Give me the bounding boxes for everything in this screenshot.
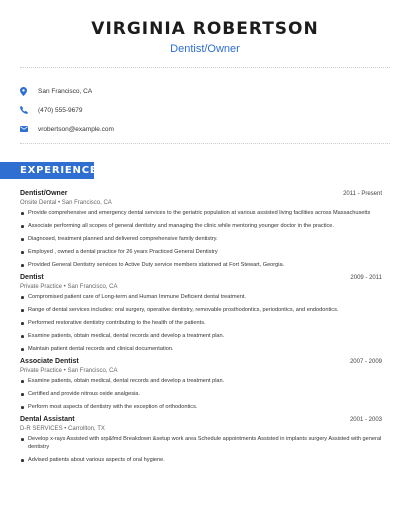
job-dates: 2001 - 2003 [349, 417, 382, 423]
email-icon [20, 122, 38, 136]
location-pin-icon [20, 84, 38, 98]
job-bullets [20, 209, 382, 269]
job-bullet: Employed , owned a dental practice for 26 years Practiced General Dentistry [20, 248, 382, 256]
contact-email-text: vrobertson@example.com [38, 125, 114, 133]
job-entry [20, 416, 382, 465]
job-bullet: Provide comprehensive and emergency dental services to the geriatric population at various assisted living facilities across Massachusetts [20, 209, 382, 217]
job-company: Private Practice • San Francisco, CA [20, 284, 118, 290]
job-title: Dental Assistant [20, 416, 75, 423]
resume-header [0, 0, 410, 56]
contact-email [20, 120, 114, 138]
job-header [20, 190, 382, 197]
job-bullet: Range of dental services includes: oral surgery, operative dentistry, removable prosthodontics, periodontics, and endodontics. [20, 306, 382, 314]
job-company: D-R SERVICES • Carrollton, TX [20, 426, 105, 432]
job-header [20, 416, 382, 423]
candidate-name: VIRGINIA ROBERTSON [91, 19, 319, 39]
job-bullet: Compromised patient care of Long-term and Human Immune Deficient dental treatment. [20, 293, 382, 301]
contact-phone [20, 101, 114, 119]
experience-list [20, 190, 382, 469]
job-bullet: Perform most aspects of dentistry with the exception of orthodontics. [20, 403, 382, 411]
job-bullet: Associate performing all scopes of general dentistry and managing the clinic while mentoring younger doctor in the practice. [20, 222, 382, 230]
job-entry [20, 274, 382, 353]
job-header [20, 274, 382, 281]
header-divider [20, 67, 390, 68]
job-dates: 2009 - 2011 [350, 275, 382, 281]
job-bullet: Performed restorative dentistry contributing to the health of the patients. [20, 319, 382, 327]
phone-icon [20, 103, 38, 117]
job-bullets [20, 435, 382, 465]
job-entry [20, 358, 382, 411]
job-company: Private Practice • San Francisco, CA [20, 368, 118, 374]
job-bullet: Certified and provide nitrous oxide analgesia. [20, 390, 382, 398]
contact-phone-text: (470) 555-9679 [38, 106, 83, 114]
job-bullets [20, 293, 382, 353]
contact-list [20, 82, 114, 139]
job-header [20, 358, 382, 365]
job-company: Onsite Dental • San Francisco, CA [20, 200, 112, 206]
contact-location-text: San Francisco, CA [38, 87, 93, 95]
experience-heading: EXPERIENCE [0, 162, 94, 179]
job-bullet: Examine patients, obtain medical, dental records and develop a treatment plan. [20, 332, 382, 340]
job-title: Associate Dentist [20, 358, 79, 365]
job-bullet: Develop x-rays Assisted with srp&fmd Breakdown &setup work area Schedule appointments Assisted in implants surgery Assisted with general dentistry [20, 435, 382, 452]
job-bullet: Diagnosed, treatment planned and delivered comprehensive family dentistry. [20, 235, 382, 243]
job-dates: 2007 - 2009 [349, 359, 382, 365]
job-dates: 2011 - Present [343, 191, 382, 197]
contact-divider [20, 143, 390, 144]
job-bullet: Maintain patient dental records and clinical documentation. [20, 345, 382, 353]
job-entry [20, 190, 382, 269]
job-bullet: Examine patients, obtain medical, dental records and develop a treatment plan. [20, 377, 382, 385]
job-bullets [20, 377, 382, 411]
job-bullet: Advised patients about various aspects of oral hygiene. [20, 456, 382, 464]
job-title: Dentist/Owner [20, 190, 68, 197]
contact-location [20, 82, 114, 100]
candidate-role: Dentist/Owner [170, 43, 240, 55]
job-title: Dentist [20, 274, 44, 281]
job-bullet: Provided General Dentistry services to Active Duty service members stationed at Fort Stewart, Georgia. [20, 261, 382, 269]
